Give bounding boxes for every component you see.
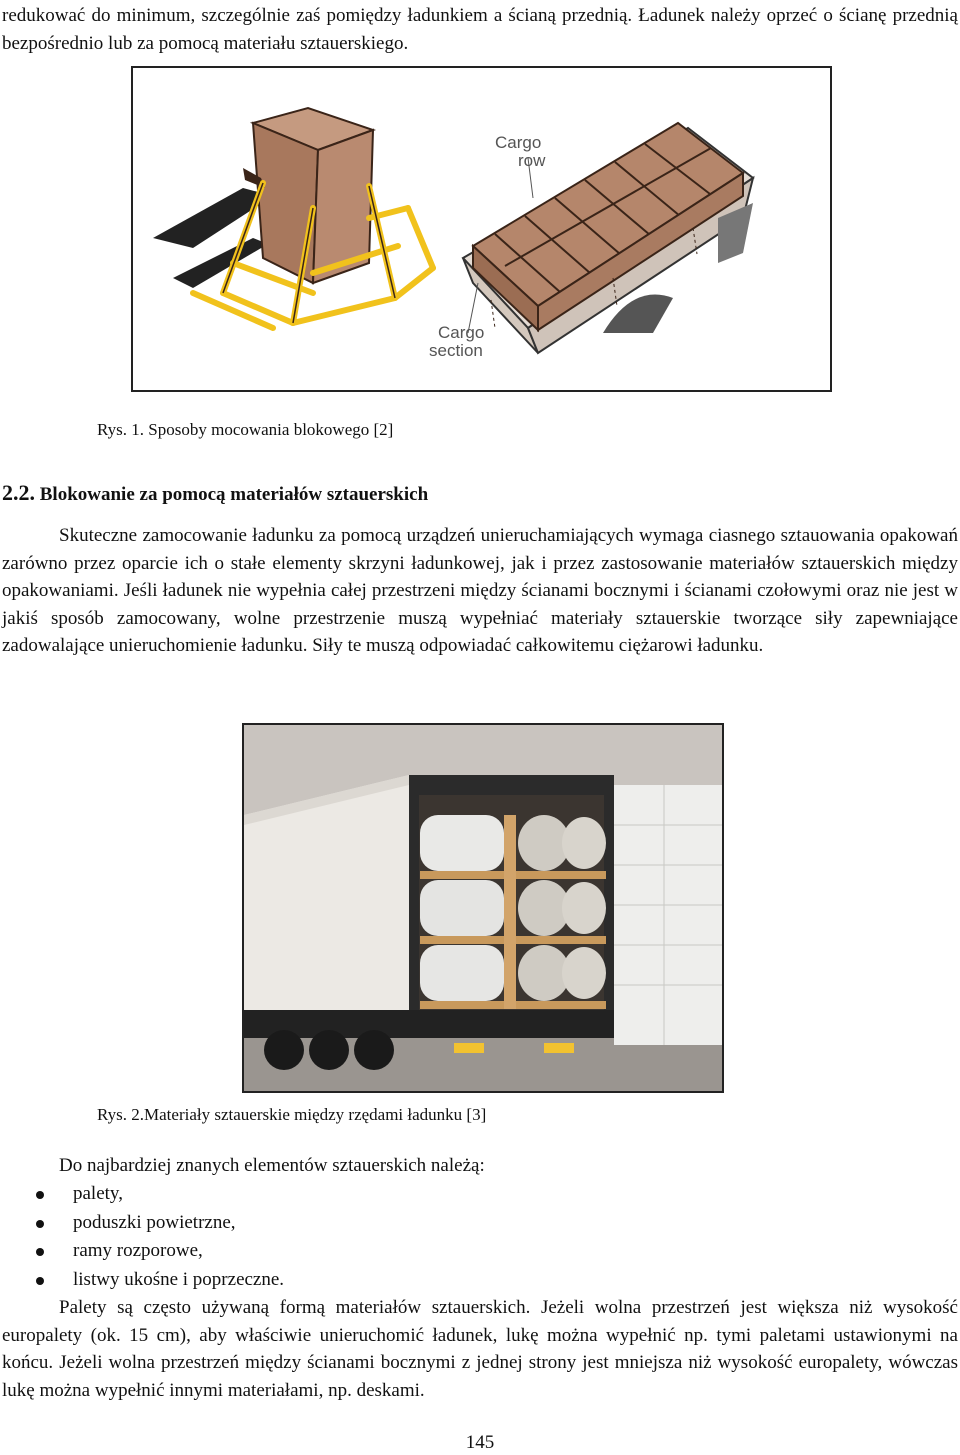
blocking-drawing: [133, 68, 830, 390]
section-heading: [2, 480, 428, 508]
section-title: Blokowanie za pomocą materiałów sztauerskich: [39, 484, 429, 505]
stowage-materials-list: [0, 1180, 284, 1295]
list-item: [0, 1266, 284, 1295]
figure-2-trailer-photo: [242, 723, 724, 1093]
list-item-text: ramy rozporowe,: [73, 1240, 203, 1262]
list-item: [0, 1180, 284, 1209]
bullet-icon: [36, 1277, 44, 1285]
bullet-icon: [36, 1248, 44, 1256]
label-cargo-row-1: Cargo: [495, 133, 542, 152]
label-cargo-row-2: row: [518, 151, 546, 170]
page-number: 145: [465, 1432, 495, 1453]
body-paragraph-2: Palety są często używaną formą materiałów sztauerskich. Jeżeli wolna przestrzeń jest większa niż wysokość europalety (ok. 15 cm), aby właściwie unieruchomić ładunek, lukę można wypełnić np. tymi paletami ustawionymi na końcu. Jeżeli wolna przestrzeń między ścianami bocznymi z jednej strony jest mniejsza niż wysokość europalety, wówczas lukę można wypełnić innymi materiałami, np. deskami.: [2, 1297, 958, 1401]
list-item-text: listwy ukośne i poprzeczne.: [73, 1269, 285, 1291]
bullet-icon: [36, 1191, 44, 1199]
cargo-rolls: [420, 815, 606, 1009]
figure-1-caption: Rys. 1. Sposoby mocowania blokowego [2]: [97, 420, 394, 439]
crate-with-frame: [153, 108, 433, 328]
top-paragraph: redukować do minimum, szczególnie zaś pomiędzy ładunkiem a ścianą przednią. Ładunek należy oprzeć o ścianę przednią bezpośrednio lub za pomocą materiału sztauerskiego.: [2, 5, 958, 54]
label-cargo-section-2: section: [429, 341, 483, 360]
list-intro: Do najbardziej znanych elementów sztauerskich należą:: [59, 1155, 485, 1176]
figure-2-caption: Rys. 2.Materiały sztauerskie między rzędami ładunku [3]: [97, 1105, 487, 1124]
list-item-text: palety,: [73, 1183, 123, 1204]
figure-1-blocking-illustration: [131, 66, 832, 392]
bullet-icon: [36, 1220, 44, 1228]
trailer-with-cargo-rows: [463, 123, 753, 353]
body-paragraph-1: Skuteczne zamocowanie ładunku za pomocą urządzeń unieruchamiających wymaga ciasnego sztauowania opakowań zarówno przez oparcie ich o stałe elementy skrzyni ładunkowej, jak i przez zastosowanie materiałów sztauerskich między opakowaniami. Jeśli ładunek nie wypełnia całej przestrzeni między ścianami bocznymi i ścianami czołowymi oraz nie jest w jakiś sposób zamocowany, wolne przestrzenie muszą wypełniać materiały sztauerskie tworzące siły zapewniające zadowalające unieruchomienie ładunku. Siły te muszą odpowiadać całkowitemu ciężarowi ładunku.: [2, 525, 958, 656]
list-item-text: poduszki powietrzne,: [73, 1211, 236, 1233]
list-item: [0, 1237, 284, 1266]
label-cargo-section-1: Cargo: [438, 323, 485, 342]
section-number: 2.2.: [2, 480, 35, 505]
trailer-photo-drawing: [244, 725, 722, 1091]
list-item: [0, 1209, 284, 1238]
